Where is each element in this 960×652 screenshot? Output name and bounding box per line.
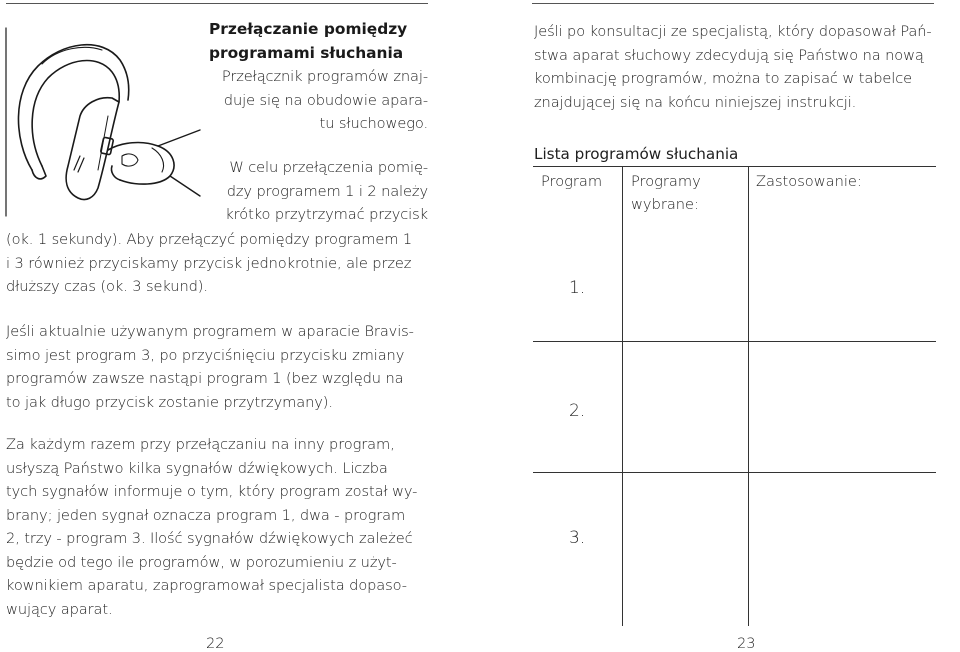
table-row-divider [533,341,936,342]
text-line: usłyszą Państwo kilka sygnałów dźwiękowych. Liczba [6,459,388,477]
intro-paragraph [190,65,428,136]
table-row-number: 2. [569,401,586,421]
text-line: stwa aparat słuchowy zdecydują się Państwo na nową [534,46,924,64]
text-line: kownikiem aparatu, zaprogramował specjalista dopaso- [6,577,407,594]
text-line: programów zawsze nastąpi program 1 (bez względu na [6,370,404,387]
text-line: brany; jeden sygnał oznacza program 1, dwa - program [6,506,406,524]
text-line: Za każdym razem przy przełączaniu na inny program, [6,436,395,453]
text-line: wujący aparat. [6,600,113,618]
text-line: W celu przełączenia pomię- [229,159,428,176]
text-line: (ok. 1 sekundy). Aby przełączyć pomiędzy programem 1 [6,231,413,248]
table-top-rule [533,166,936,167]
custom-programs-paragraph [534,20,934,114]
text-line: to jak długo przycisk zostanie przytrzymany). [6,393,333,411]
text-line: i 3 również przyciskamy przycisk jednokrotnie, ale przez [6,254,412,272]
switching-paragraph [6,228,428,299]
text-line: simo jest program 3, po przyciśnięciu przycisku zmiany [6,346,405,364]
section-heading [209,18,407,65]
heading-line: programami słuchania [209,43,404,62]
column-header-selected [631,170,701,216]
page-number: 22 [206,635,225,652]
beep-signals-paragraph [6,433,428,621]
table-column-divider [748,166,749,626]
table-row-divider [533,472,936,473]
hearing-aid-illustration [2,20,202,220]
table-column-divider [622,166,623,626]
right-page [480,0,960,651]
text-line: 2, trzy - program 3. Ilość sygnałów dźwiękowych zależeć [6,530,413,547]
text-line: Jeśli po konsultacji ze specjalistą, który dopasował Pań- [534,23,932,40]
table-row-number: 3. [569,528,586,548]
text-line: duje się na obudowie apara- [223,91,428,109]
column-header-usage: Zastosowanie: [756,173,862,190]
text-line: Jeśli aktualnie używanym programem w aparacie Bravis- [6,323,414,340]
text-line: dłuższy czas (ok. 3 sekund). [6,278,208,295]
text-line: znajdującej się na końcu niniejszej instrukcji. [534,93,857,111]
text-line: Przełącznik programów znaj- [221,68,428,85]
left-page [0,0,480,651]
text-line: kombinację programów, można to zapisać w tabelce [534,70,913,87]
text-line: będzie od tego ile programów, w porozumieniu z użyt- [6,553,397,571]
table-row-number: 1. [569,278,586,298]
text-line: dzy programem 1 i 2 należy [226,182,428,200]
top-rule [6,3,428,4]
page-number: 23 [737,635,756,652]
text-line: tych sygnałów informuje o tym, który program został wy- [6,483,418,500]
program-three-paragraph [6,320,428,414]
text-line: Programy [631,173,701,190]
switching-paragraph-wrap [190,156,428,227]
text-line: wybrane: [631,196,699,213]
text-line: tu słuchowego. [319,115,428,132]
heading-line: Przełączanie pomiędzy [209,20,408,38]
text-line: krótko przytrzymać przycisk [225,206,428,223]
table-title: Lista programów słuchania [534,145,739,163]
column-header-program: Program [541,173,603,190]
top-rule [532,3,934,4]
